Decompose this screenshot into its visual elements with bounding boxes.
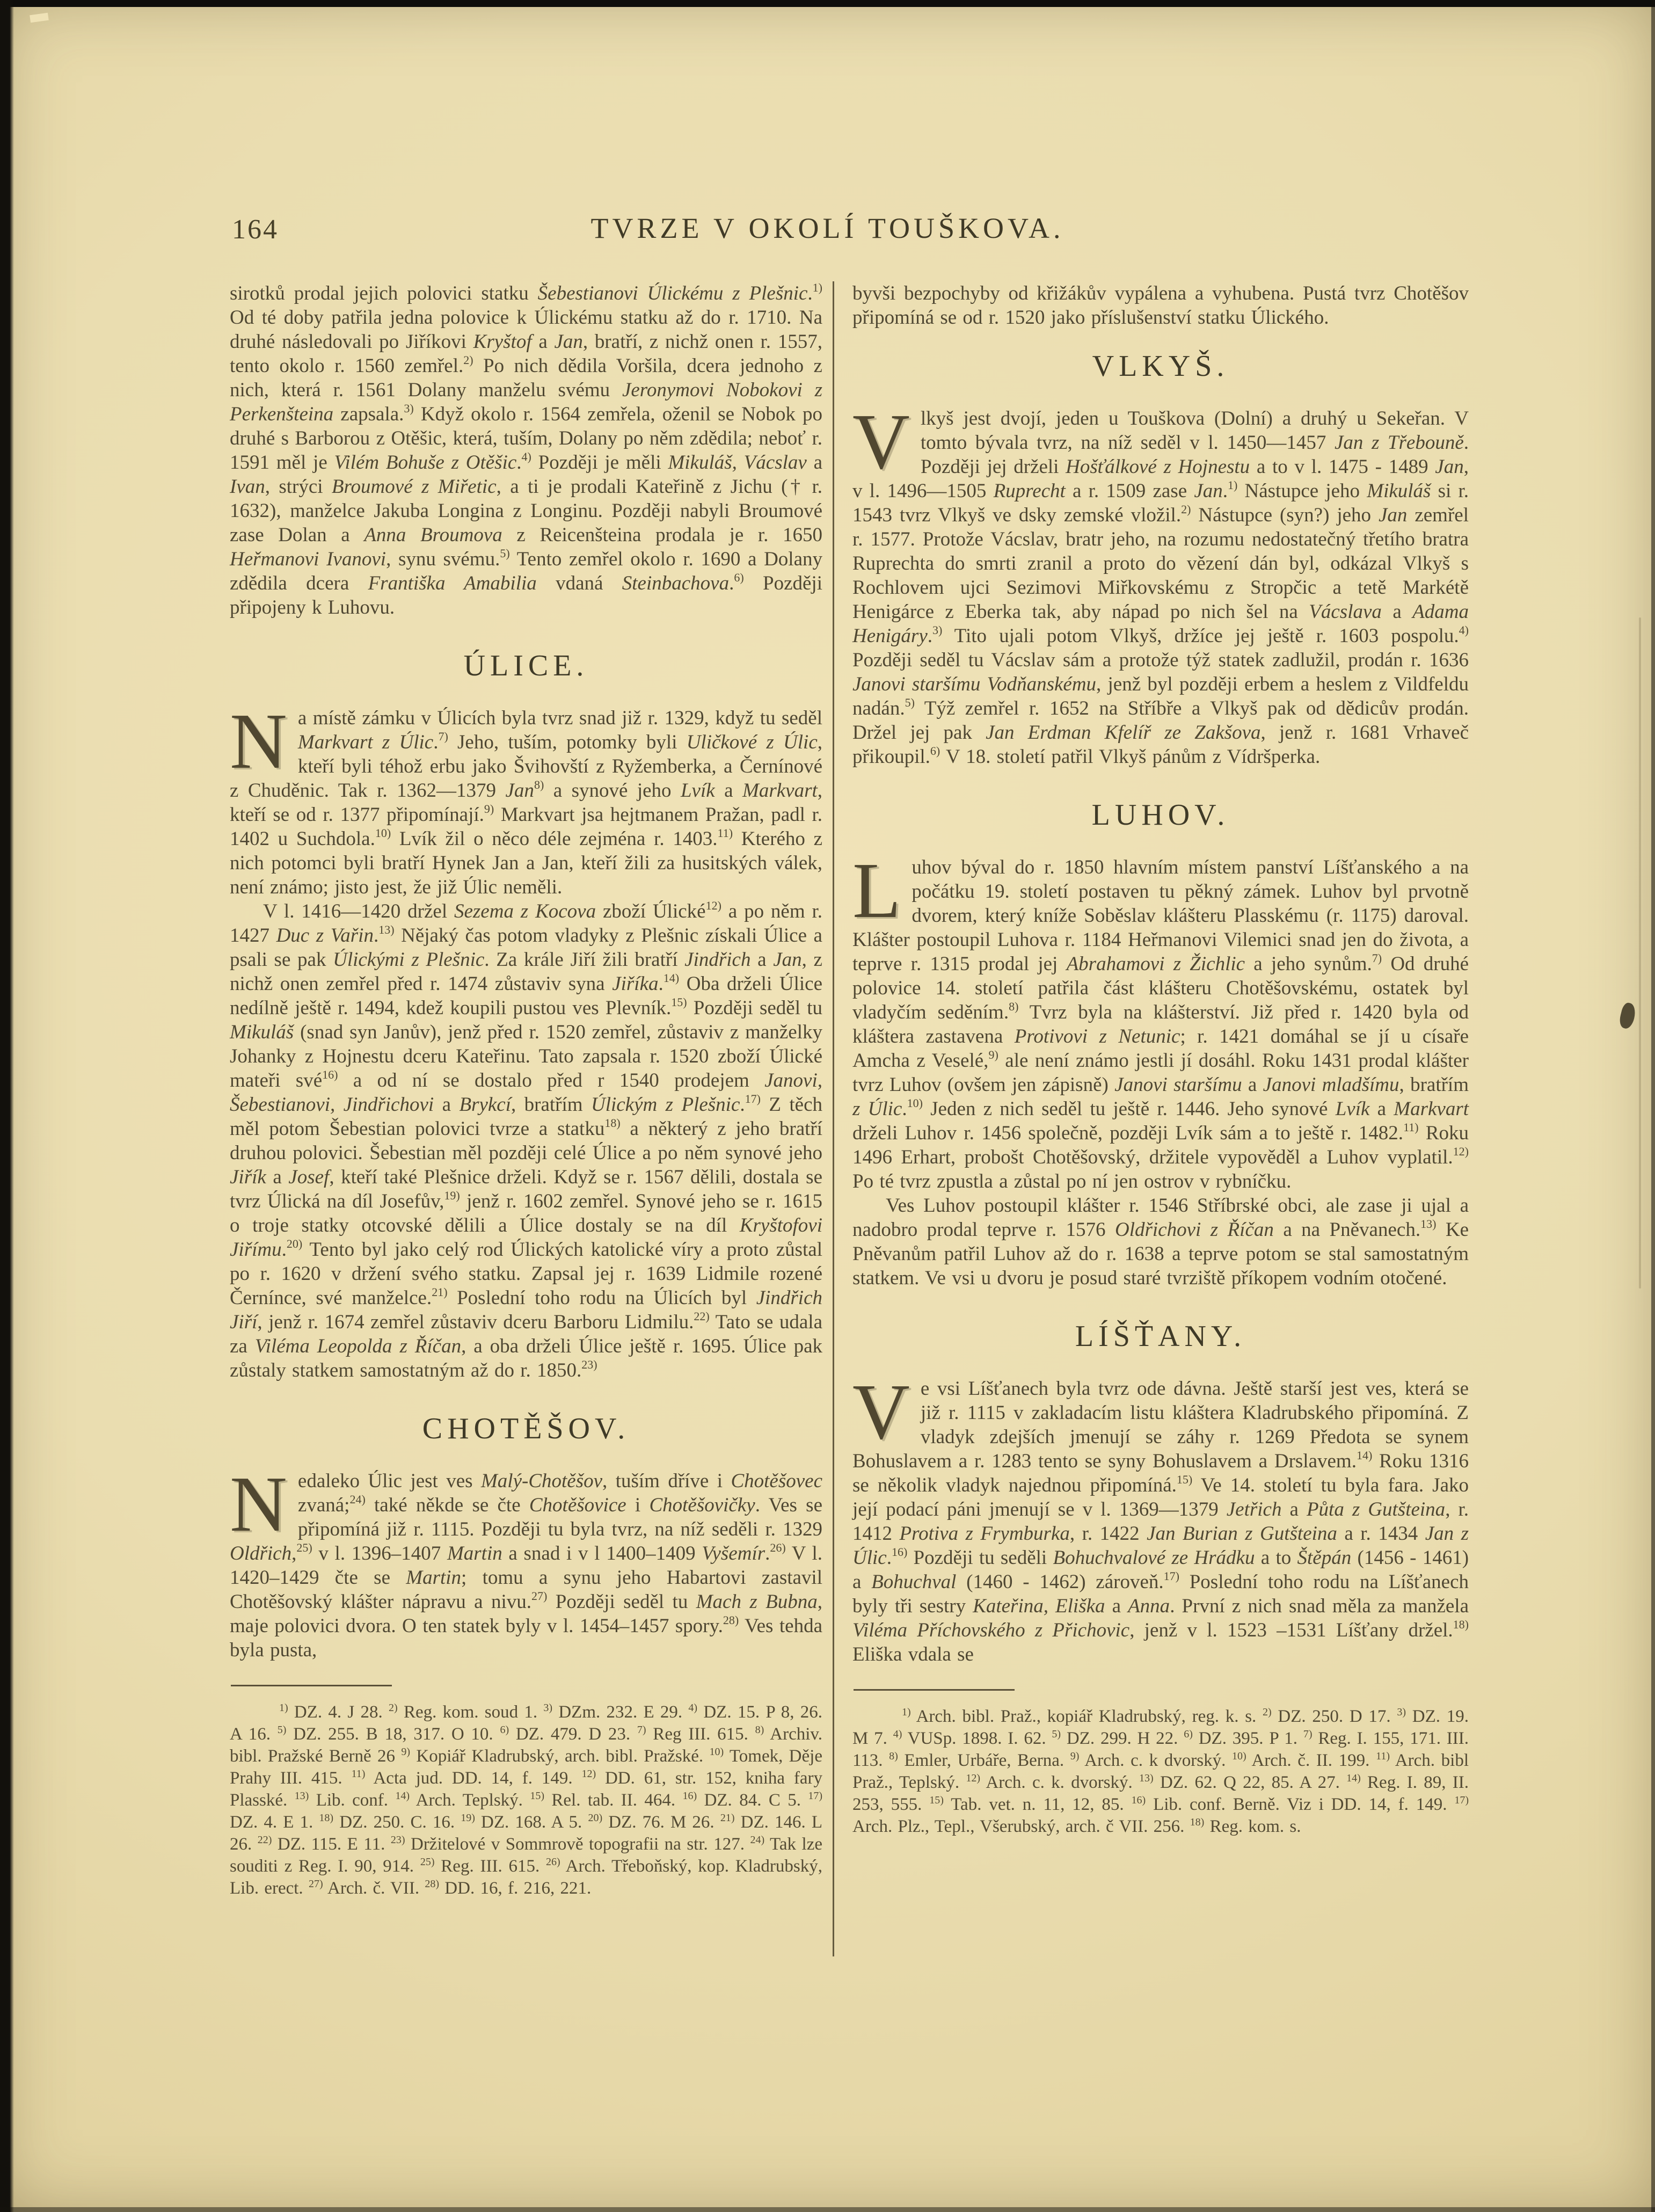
footnote-separator-rule — [231, 1685, 392, 1686]
section-heading-luhov: LUHOV. — [1091, 798, 1230, 832]
paragraph-text: uhov býval do r. 1850 hlavním místem panství Líšťanského a na počátku 19. století postaven tu pěkný zámek. Luhov byl prvotně dvorem, který kníže Soběslav klášteru Plasskému (r. 1175) daroval. Klášter postoupil Luhova r. 1184 Heřmanovi Vilemici snad jen do života, a teprve r. 1315 prodal jej Abrahamovi z Žichlic a jeho synům.$^{7)}$ Od druhé polovice 14. století patřila část klášteru Chotěšovskému, ostatek byl vladyčím seděním.$^{8)}$ Tvrz byla na klášterství. Již před r. 1420 byla od kláštera zastavena Protivovi z Netunic; r. 1421 domáhal se jí u císaře Amcha z Veselé,$^{9)}$ ale není známo jestli jí dosáhl. Roku 1431 prodal klášter tvrz Luhov (ovšem jen zápisně) Janovi staršímu a Janovi mladšímu, bratřím z Úlic.$^{10)}$ Jeden z nich seděl tu ještě r. 1446. Jeho synové Lvík a Markvart drželi Luhov r. 1456 společně, později Lvík sám a to ještě r. 1482.$^{11)}$ Roku 1496 Erhart, probošt Chotěšovský, držitele vypověděl a Luhov vyplatil.$^{12)}$ Po té tvrz zpustla a zůstal po ní jen ostrov v rybníčku. — [852, 856, 1469, 1192]
ink-spot — [1618, 1002, 1638, 1030]
section-heading-vlkys: VLKYŠ. — [1092, 350, 1229, 383]
paragraph-ulice-1 — [230, 697, 822, 899]
drop-cap-ulice: N — [230, 697, 287, 785]
drop-cap-luhov: L — [852, 847, 901, 935]
section-heading-ulice: ÚLICE. — [463, 649, 589, 682]
page-number: 164 — [232, 214, 279, 245]
paragraph-text: lkyš jest dvojí, jeden u Touškova (Dolní) a druhý u Sekeřan. V tomto bývala tvrz, na níž seděl v l. 1450—1457 Jan z Třebouně. Později jej drželi Hošťálkové z Hojnestu a to v l. 1475 - 1489 Jan, v l. 1496—1505 Ruprecht a r. 1509 zase Jan.$^{1)}$ Nástupce jeho Mikuláš si r. 1543 tvrz Vlkyš ve dsky zemské vložil.$^{2)}$ Nástupce (syn?) jeho Jan zemřel r. 1577. Protože Vácslav, bratr jeho, na rozumu nedostatečný třetího bratra Ruprechta do smrti zranil a proto do vězení dán byl, odkázal Vlkyš s Rochlovem ujci Sezimovi Miřkovskému z Stropčic a tetě Markétě Henigárce z Eberka tak, aby nápad po nich šel na Vácslava a Adama Henigáry.$^{3)}$ Tito ujali potom Vlkyš, držíce jej ještě r. 1603 pospolu.$^{4)}$ Později seděl tu Vácslav sám a protože týž statek zadlužil, prodán r. 1636 Janovi staršímu Vodňanskému, jenž byl později erbem a heslem z Vildfeldu nadán.$^{5)}$ Týž zemřel r. 1652 na Stříbře a Vlkyš pak od dědicův prodán. Držel jej pak Jan Erdman Kfelíř ze Zakšova, jenž r. 1681 Vrhaveč přikoupil.$^{6)}$ V 18. století patřil Vlkyš pánům z Vídršperka. — [852, 408, 1469, 768]
left-column — [230, 281, 822, 1900]
right-column — [852, 281, 1469, 1838]
page-crease — [1639, 617, 1641, 1289]
left-footnote-block — [230, 1685, 822, 1900]
paragraph-chotesov-1 — [230, 1460, 823, 1662]
paragraph-vlkys-1 — [852, 398, 1469, 769]
section-heading-chotesov: CHOTĚŠOV. — [422, 1412, 630, 1445]
drop-cap-vlkys: V — [852, 398, 910, 486]
paragraph-luhov-1 — [852, 847, 1469, 1194]
footnote-separator-rule — [854, 1689, 1015, 1691]
paragraph-text: e vsi Líšťanech byla tvrz ode dávna. Ještě starší jest ves, která se již r. 1115 v zakladacím listu kláštera Kladrubského připomíná. Z vladyk zdejších jmenují se záhy r. 1269 Předota se synem Bohuslavem a r. 1283 tento se syny Bohuslavem a Drslavem.$^{14)}$ Roku 1316 se několik vladyk najednou připomíná.$^{15)}$ Ve 14. století tu byla fara. Jako její podací páni jmenují se v l. 1369—1379 Jetřich a Půta z Gutšteina, r. 1412 Protiva z Frymburka, r. 1422 Jan Burian z Gutšteina a r. 1434 Jan z Úlic.$^{16)}$ Později tu seděli Bohuchvalové ze Hrádku a to Štěpán (1456 - 1461) a Bohuchval (1460 - 1462) zároveň.$^{17)}$ Poslední toho rodu na Líšťanech byly tři sestry Kateřina, Eliška a Anna. První z nich snad měla za manžela Viléma Příchovského z Přichovic, jenž v l. 1523 –1531 Líšťany držel.$^{18)}$ Eliška vdala se — [852, 1378, 1469, 1665]
running-title: TVRZE V OKOLÍ TOUŠKOVA. — [590, 212, 1065, 244]
scan-edge-top — [0, 0, 1655, 7]
paragraph-luhov-2: Ves Luhov postoupil klášter r. 1546 Stříbrské obci, ale zase ji ujal a nadobro prodal teprve r. 1576 Oldřichovi z Říčan a na Pněvanech.$^{13)}$ Ke Pněvanům patřil Luhov až do r. 1638 a teprve potom se stal samostatným statkem. Ve vsi u dvoru je posud staré tvrziště příkopem vodním otočené. — [852, 1195, 1469, 1289]
drop-cap-listany: V — [852, 1368, 910, 1456]
scan-edge-left — [0, 0, 14, 2212]
scan-corner-notch — [30, 13, 49, 23]
paragraph-listany-1 — [852, 1368, 1469, 1667]
paragraph-text: edaleko Úlic jest ves Malý-Chotěšov, tuším dříve i Chotěšovec zvaná;$^{24)}$ také někde se čte Chotěšovice i Chotěšovičky. Ves se připomíná již r. 1115. Později tu byla tvrz, na níž seděli r. 1329 Oldřich,$^{25)}$ v l. 1396–1407 Martin a snad i v l 1400–1409 Vyšemír.$^{26)}$ V l. 1420–1429 čte se Martin; tomu a synu jeho Habartovi zastavil Chotěšovský klášter nápravu a nivu.$^{27)}$ Později seděl tu Mach z Bubna, maje polovici dvora. O ten statek byly v l. 1454–1457 spory.$^{28)}$ Ves tehda byla pusta, — [230, 1470, 823, 1661]
drop-cap-chotesov: N — [230, 1460, 287, 1548]
scan-edge-bottom — [0, 2207, 1655, 2212]
left-footnotes: $^{1)}$ DZ. 4. J 28. $^{2)}$ Reg. kom. soud 1. $^{3)}$ DZm. 232. E 29. $^{4)}$ DZ. 15. P 8, 26. A 16. $^{5)}$ DZ. 255. B 18, 317. O 10. $^{6)}$ DZ. 479. D 23. $^{7)}$ Reg III. 615. $^{8)}$ Archiv. bibl. Pražské Berně 26 $^{9)}$ Kopiář Kladrubský, arch. bibl. Pražské. $^{10)}$ Tomek, Děje Prahy III. 415. $^{11)}$ Acta jud. DD. 14, f. 149. $^{12)}$ DD. 61, str. 152, kniha fary Plasské. $^{13)}$ Lib. conf. $^{14)}$ Arch. Teplský. $^{15)}$ Rel. tab. II. 464. $^{16)}$ DZ. 84. C 5. $^{17)}$ DZ. 4. E 1. $^{18)}$ DZ. 250. C. 16. $^{19)}$ DZ. 168. A 5. $^{20)}$ DZ. 76. M 26. $^{21)}$ DZ. 146. L 26. $^{22)}$ DZ. 115. E 11. $^{23)}$ Držitelové v Sommrově topografii na str. 127. $^{24)}$ Tak lze souditi z Reg. I. 90, 914. $^{25)}$ Reg. III. 615. $^{26)}$ Arch. Třeboňský, kop. Kladrubský, Lib. erect. $^{27)}$ Arch. č. VII. $^{28)}$ DD. 16, f. 216, 221. — [230, 1702, 823, 1898]
paragraph-text: a místě zámku v Úlicích byla tvrz snad již r. 1329, když tu seděl Markvart z Úlic.$^{7)}$ Jeho, tuším, potomky byli Uličkové z Úlic, kteří byli téhož erbu jako Švihovští z Ryžemberka, a Černínové z Chuděnic. Tak r. 1362—1379 Jan$^{8)}$ a synové jeho Lvík a Markvart, kteří se od r. 1377 připomínají.$^{9)}$ Markvart jsa hejtmanem Pražan, padl r. 1402 u Suchdola.$^{10)}$ Lvík žil o něco déle zejména r. 1403.$^{11)}$ Kterého z nich potomci byli bratří Hynek Jan a Jan, kteří žili za husitských válek, není známo; jisto jest, že již Úlic neměli. — [230, 707, 822, 898]
right-footnote-block — [852, 1689, 1469, 1838]
paragraph-ulice-2: V l. 1416—1420 držel Sezema z Kocova zboží Úlické$^{12)}$ a po něm r. 1427 Duc z Vařin.$^{13)}$ Nějaký čas potom vladyky z Plešnic získali Úlice a psali se pak Úlickými z Plešnic. Za krále Jiří žili bratří Jindřich a Jan, z nichž onen zemřel před r. 1474 zůstaviv syna Jiříka.$^{14)}$ Oba drželi Úlice nedílně ještě r. 1494, kdež koupili pustou ves Plevník.$^{15)}$ Později seděl tu Mikuláš (snad syn Janův), jenž před r. 1520 zemřel, zůstaviv z manželky Johanky z Hojnestu dceru Kateřinu. Tato zapsala r. 1520 zboží Úlické mateři své$^{16)}$ a od ní se dostalo před r 1540 prodejem Janovi, Šebestianovi, Jindřichovi a Brykcí, bratřím Úlickým z Plešnic.$^{17)}$ Z těch měl potom Šebestian polovici tvrze a statku$^{18)}$ a některý z jeho bratří druhou polovici. Šebestian měl později celé Úlice a po něm synové jeho Jiřík a Josef, kteří také Plešnice drželi. Když se r. 1567 dělili, dostala se tvrz Úlická na díl Josefův,$^{19)}$ jenž r. 1602 zemřel. Synové jeho se r. 1615 o troje statky otcovské dělili a Úlice dostaly se na díl Kryštofovi Jiřímu.$^{20)}$ Tento byl jako celý rod Úlických katolické víry a proto zůstal po r. 1620 v držení svého statku. Zapsal jej r. 1639 Lidmile rozené Černínce, své manželce.$^{21)}$ Poslední toho rodu na Úlicích byl Jindřich Jiří, jenž r. 1674 zemřel zůstaviv dceru Barboru Lidmilu.$^{22)}$ Tato se udala za Viléma Leopolda z Říčan, a oba drželi Úlice ještě r. 1695. Úlice pak zůstaly statkem samostatným až do r. 1850.$^{23)}$ — [230, 899, 823, 1381]
section-heading-listany: LÍŠŤANY. — [1075, 1320, 1246, 1353]
paragraph-dolany-continuation: sirotků prodal jejich polovici statku Šebestianovi Úlickému z Plešnic.$^{1)}$ Od té doby patřila jedna polovice k Úlickému statku až do r. 1710. Na druhé následovali po Jiříkovi Kryštof a Jan, bratří, z nichž onen r. 1557, tento okolo r. 1560 zemřel.$^{2)}$ Po nich dědila Voršila, dcera jednoho z nich, která r. 1561 Dolany manželu svému Jeronymovi Nobokovi z Perkenšteina zapsala.$^{3)}$ Když okolo r. 1564 zemřela, oženil se Nobok po druhé s Barborou z Otěšic, která, tuším, Dolany po něm zdědila; neboť r. 1591 měl je Vilém Bohuše z Otěšic.$^{4)}$ Později je měli Mikuláš, Vácslav a Ivan, strýci Broumové z Miřetic, a ti je prodali Kateřině z Jichu († r. 1632), manželce Jakuba Longina z Longinu. Později nabyli Broumové zase Dolan a Anna Broumova z Reicenšteina prodala je r. 1650 Heřmanovi Ivanovi, synu svému.$^{5)}$ Tento zemřel okolo r. 1690 a Dolany zdědila dcera Františka Amabilia vdaná Steinbachova.$^{6)}$ Později připojeny k Luhovu. — [230, 281, 823, 619]
scan-edge-right — [1651, 0, 1655, 2212]
paragraph-chotesov-continuation: byvši bezpochyby od křižákův vypálena a vyhubena. Pustá tvrz Chotěšov připomíná se od r. 1520 jako příslušenství statku Úlického. — [852, 282, 1469, 329]
column-divider-rule — [833, 281, 834, 1956]
right-footnotes: $^{1)}$ Arch. bibl. Praž., kopiář Kladrubský, reg. k. s. $^{2)}$ DZ. 250. D 17. $^{3)}$ DZ. 19. M 7. $^{4)}$ VUSp. 1898. I. 62. $^{5)}$ DZ. 299. H 22. $^{6)}$ DZ. 395. P 1. $^{7)}$ Reg. I. 155, 171. III. 113. $^{8)}$ Emler, Urbáře, Berna. $^{9)}$ Arch. c. k dvorský. $^{10)}$ Arch. č. II. 199. $^{11)}$ Arch. bibl Praž., Teplský. $^{12)}$ Arch. c. k. dvorský. $^{13)}$ DZ. 62. Q 22, 85. A 27. $^{14)}$ Reg. I. 89, II. 253, 555. $^{15)}$ Tab. vet. n. 11, 12, 85. $^{16)}$ Lib. conf. Berně. Viz i DD. 14, f. 149. $^{17)}$ Arch. Plz., Tepl., Všerubský, arch. č VII. 256. $^{18)}$ Reg. kom. s. — [852, 1706, 1469, 1836]
